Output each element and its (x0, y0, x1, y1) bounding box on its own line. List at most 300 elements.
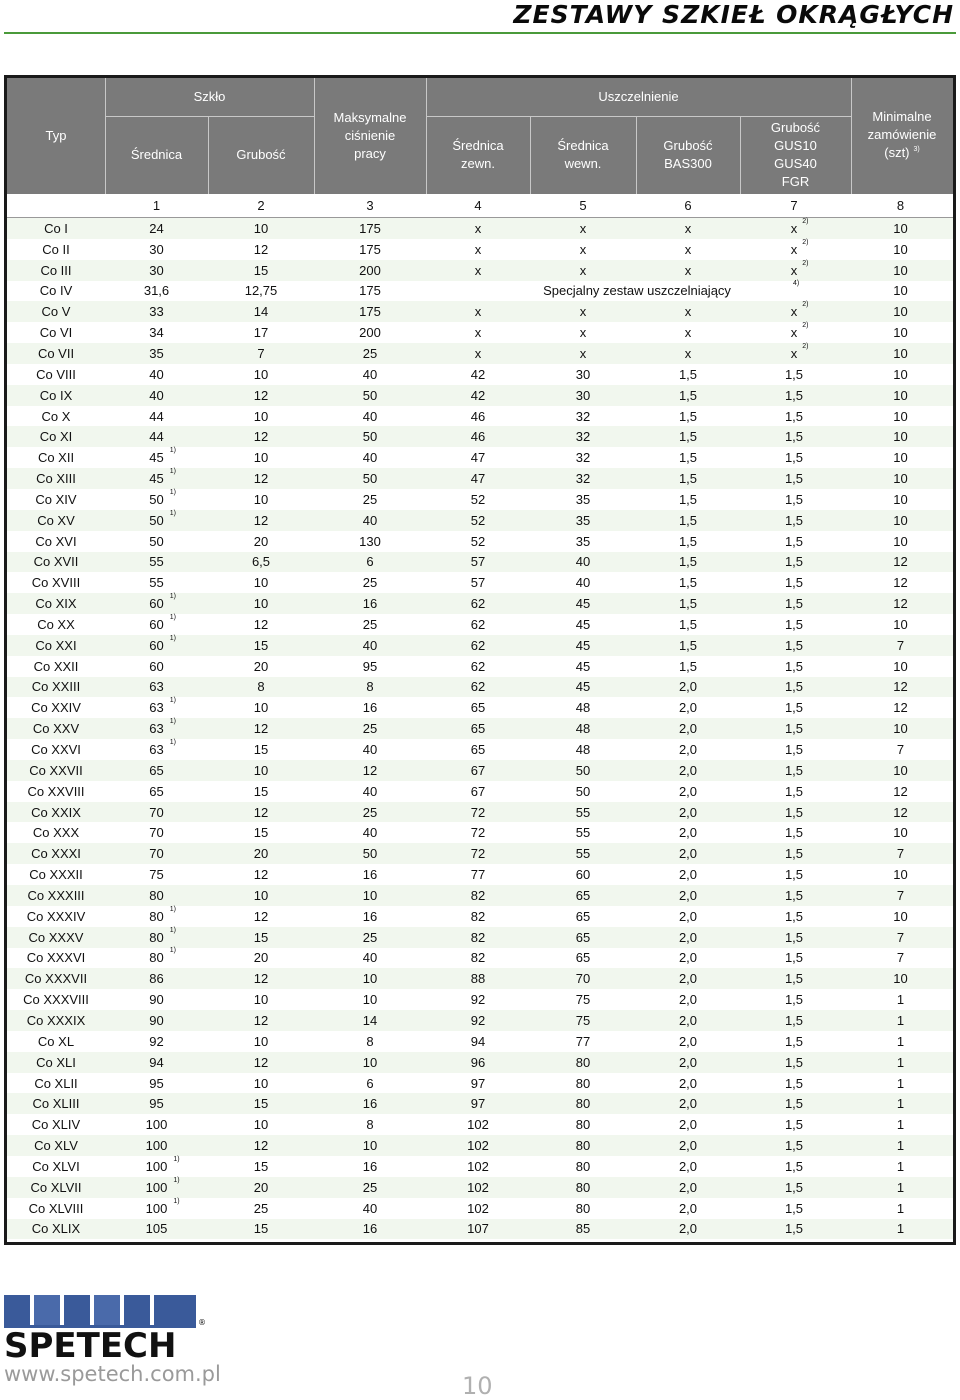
cell-srednica-wewn: 48 (575, 700, 591, 716)
cell-typ: Co XI (39, 429, 73, 445)
cell-srednica-zewn: 77 (470, 867, 486, 883)
cell-grubosc-bas: 1,5 (678, 658, 698, 674)
cell-srednica: 55 (149, 575, 164, 591)
column-number-row: 1 2 3 4 5 6 7 8 (7, 194, 953, 218)
table-row (7, 697, 953, 718)
cell-srednica: 50 (149, 533, 164, 549)
cell-min-zamowienie: 12 (893, 804, 908, 820)
cell-srednica: 30 (149, 262, 164, 278)
cell-min-zamowienie: 1 (896, 1179, 905, 1195)
footnote-marker: 1) (169, 739, 176, 747)
cell-grubosc-gus: 1,5 (784, 1221, 804, 1237)
cell-grubosc-bas: 1,5 (678, 366, 698, 382)
logo-graphic (4, 1295, 206, 1366)
cell-srednica: 44 (149, 429, 164, 445)
cell-srednica-wewn: 65 (575, 929, 591, 945)
cell-grubosc-bas: 2,0 (678, 971, 698, 987)
table-row (7, 968, 953, 989)
cell-min-zamowienie: 10 (893, 762, 908, 778)
cell-min-zamowienie: 10 (893, 658, 908, 674)
cell-grubosc-bas: 1,5 (678, 387, 698, 403)
cell-srednica-wewn: 80 (575, 1158, 591, 1174)
cell-srednica: 33 (149, 304, 164, 320)
cell-grubosc: 10 (253, 992, 269, 1008)
cell-grubosc-bas: 1,5 (678, 533, 698, 549)
table-row (7, 489, 953, 510)
cell-grubosc-gus: 1,5 (784, 658, 804, 674)
cell-typ: Co I (44, 220, 68, 236)
cell-grubosc-bas: 2,0 (678, 679, 698, 695)
footnote-marker: 1) (169, 613, 176, 621)
header-srednica: Średnica (130, 147, 183, 162)
table-row (7, 1135, 953, 1156)
header-max-pressure: Maksymalne ciśnienie pracy (333, 110, 407, 161)
cell-min-zamowienie: 10 (893, 450, 908, 466)
cell-srednica-zewn: 88 (470, 971, 486, 987)
cell-srednica: 35 (149, 345, 164, 361)
cell-grubosc-bas: 2,0 (678, 887, 698, 903)
cell-grubosc-gus: 1,5 (784, 804, 804, 820)
cell-srednica: 94 (149, 1054, 164, 1070)
cell-srednica-wewn: 80 (575, 1138, 591, 1154)
cell-srednica-wewn: 85 (575, 1221, 591, 1237)
cell-srednica-zewn: 47 (470, 471, 486, 487)
cell-srednica-zewn: 82 (470, 950, 486, 966)
cell-min-zamowienie: 10 (893, 471, 908, 487)
table-row (7, 239, 953, 260)
cell-srednica-zewn: 102 (467, 1138, 489, 1154)
cell-srednica-wewn: 32 (575, 408, 591, 424)
cell-grubosc-gus: 1,5 (784, 366, 804, 382)
cell-min-zamowienie: 10 (893, 533, 908, 549)
cell-grubosc: 12 (253, 512, 269, 528)
cell-grubosc-gus: 1,5 (784, 471, 804, 487)
table-row (7, 781, 953, 802)
cell-typ: Co XXXIX (26, 1012, 86, 1028)
cell-srednica: 95 (149, 1096, 164, 1112)
table-row (7, 989, 953, 1010)
cell-typ: Co XII (37, 450, 75, 466)
table-row (7, 572, 953, 593)
cell-srednica: 75 (149, 867, 164, 883)
footnote-marker: 2) (802, 322, 809, 330)
cell-grubosc: 20 (253, 533, 269, 549)
cell-srednica-zewn: 97 (470, 1096, 486, 1112)
cell-srednica-zewn: 72 (470, 846, 486, 862)
cell-cisnienie: 50 (362, 471, 378, 487)
cell-cisnienie: 40 (362, 1200, 378, 1216)
cell-srednica-wewn: 80 (575, 1096, 591, 1112)
cell-grubosc-bas: x (684, 304, 692, 320)
cell-typ: Co VIII (36, 366, 76, 382)
cell-grubosc: 15 (253, 637, 269, 653)
cell-cisnienie: 8 (366, 1117, 374, 1133)
footnote-marker: 4) (792, 280, 800, 288)
cell-srednica-zewn: 107 (467, 1221, 489, 1237)
cell-srednica: 44 (149, 408, 164, 424)
cell-typ: Co XVIII (31, 575, 81, 591)
cell-srednica-zewn: 62 (470, 616, 486, 632)
cell-typ: Co XLII (34, 1075, 78, 1091)
cell-srednica: 90 (149, 1012, 164, 1028)
cell-typ: Co XV (37, 512, 75, 528)
cell-min-zamowienie: 12 (893, 783, 908, 799)
cell-grubosc: 12,75 (244, 283, 278, 299)
cell-srednica: 65 (149, 783, 164, 799)
cell-typ: Co VI (39, 325, 73, 341)
cell-typ: Co XVI (35, 533, 77, 549)
cell-grubosc-bas: 2,0 (678, 1221, 698, 1237)
cell-min-zamowienie: 7 (896, 950, 905, 966)
cell-srednica-zewn: 82 (470, 887, 486, 903)
cell-grubosc-bas: 2,0 (678, 804, 698, 820)
cell-cisnienie: 16 (362, 596, 378, 612)
cell-srednica-wewn: 75 (575, 1012, 591, 1028)
cell-cisnienie: 25 (362, 721, 378, 737)
cell-cisnienie: 25 (362, 345, 378, 361)
table-row (7, 656, 953, 677)
header-srednica-wewn: Średnica wewn. (557, 138, 609, 171)
table-row (7, 322, 953, 343)
cell-grubosc-gus: 1,5 (784, 1075, 804, 1091)
cell-cisnienie: 16 (362, 908, 378, 924)
header-min-order: Minimalne zamówienie (szt) $^{3)}$ (867, 108, 937, 160)
cell-grubosc-gus: 1,5 (784, 512, 804, 528)
cell-srednica-wewn: 55 (575, 825, 591, 841)
cell-typ: Co XXXIII (27, 887, 85, 903)
cell-srednica-wewn: 45 (575, 596, 591, 612)
cell-grubosc: 12 (253, 721, 269, 737)
table-row (7, 281, 953, 302)
cell-srednica: 70 (149, 825, 164, 841)
cell-srednica-wewn: 45 (575, 679, 591, 695)
cell-grubosc: 10 (253, 1075, 269, 1091)
cell-grubosc-bas: 2,0 (678, 1075, 698, 1091)
cell-srednica: 50 1) (149, 488, 176, 507)
cell-grubosc: 12 (253, 241, 269, 257)
cell-min-zamowienie: 10 (893, 867, 908, 883)
footnote-marker: 1) (169, 697, 176, 705)
header-grubosc-gus: Grubość GUS10 GUS40 FGR (770, 120, 821, 189)
cell-cisnienie: 40 (362, 408, 378, 424)
cell-min-zamowienie: 7 (896, 929, 905, 945)
cell-grubosc: 15 (253, 825, 269, 841)
cell-grubosc: 10 (253, 450, 269, 466)
cell-grubosc: 10 (253, 408, 269, 424)
cell-typ: Co XXIII (31, 679, 81, 695)
cell-grubosc: 12 (253, 1012, 269, 1028)
cell-grubosc-gus: 1,5 (784, 596, 804, 612)
cell-grubosc: 14 (253, 304, 269, 320)
cell-grubosc: 12 (253, 971, 269, 987)
cell-min-zamowienie: 12 (893, 575, 908, 591)
cell-cisnienie: 25 (362, 491, 378, 507)
cell-cisnienie: 25 (362, 1179, 378, 1195)
cell-grubosc-gus: 1,5 (784, 679, 804, 695)
svg-text:®: ® (198, 1318, 206, 1327)
cell-cisnienie: 8 (366, 1033, 374, 1049)
cell-srednica-zewn: 65 (470, 721, 486, 737)
table-row (7, 426, 953, 447)
cell-grubosc-gus: 1,5 (784, 637, 804, 653)
footnote-marker: 1) (169, 488, 176, 496)
cell-srednica-zewn: x (474, 325, 482, 341)
cell-min-zamowienie: 1 (896, 1138, 905, 1154)
cell-cisnienie: 200 (359, 262, 381, 278)
cell-grubosc: 12 (253, 867, 269, 883)
table-row (7, 1031, 953, 1052)
cell-grubosc-gus: 1,5 (784, 742, 804, 758)
cell-grubosc-gus: 1,5 (784, 887, 804, 903)
cell-grubosc-bas: 2,0 (678, 1054, 698, 1070)
website-url: www.spetech.com.pl (4, 1362, 221, 1386)
cell-grubosc-bas: 1,5 (678, 554, 698, 570)
cell-srednica: 100 1) (145, 1197, 180, 1216)
cell-cisnienie: 16 (362, 1221, 378, 1237)
glass-sets-table (4, 75, 956, 1245)
footnote-marker: 1) (173, 1155, 180, 1163)
cell-grubosc-gus: 1,5 (784, 867, 804, 883)
cell-grubosc-bas: 1,5 (678, 429, 698, 445)
cell-srednica: 60 1) (149, 634, 176, 653)
cell-grubosc-gus: 1,5 (784, 1200, 804, 1216)
cell-grubosc: 10 (253, 1033, 269, 1049)
cell-grubosc-bas: 2,0 (678, 721, 698, 737)
cell-srednica-zewn: 102 (467, 1179, 489, 1195)
table-row (7, 301, 953, 322)
cell-typ: Co XXVI (31, 742, 81, 758)
cell-grubosc-bas: 2,0 (678, 762, 698, 778)
cell-grubosc: 12 (253, 1054, 269, 1070)
cell-cisnienie: 25 (362, 929, 378, 945)
cell-cisnienie: 95 (362, 658, 378, 674)
table-row (7, 948, 953, 969)
cell-grubosc-bas: 1,5 (678, 491, 698, 507)
footnote-marker: 1) (169, 509, 176, 517)
cell-typ: Co XLIX (31, 1221, 81, 1237)
cell-srednica-zewn: 62 (470, 658, 486, 674)
cell-srednica-zewn: x (474, 262, 482, 278)
cell-grubosc-gus: 1,5 (784, 846, 804, 862)
cell-srednica: 70 (149, 804, 164, 820)
header-szklo: Szkło (193, 89, 226, 104)
cell-typ: Co X (41, 408, 71, 424)
cell-srednica-zewn: 92 (470, 992, 486, 1008)
footnote-marker: 1) (173, 1176, 180, 1184)
cell-cisnienie: 25 (362, 616, 378, 632)
cell-srednica-zewn: 42 (470, 387, 486, 403)
cell-grubosc-gus: x 2) (790, 259, 809, 278)
cell-srednica: 80 (149, 887, 164, 903)
cell-grubosc-bas: 2,0 (678, 950, 698, 966)
cell-min-zamowienie: 10 (893, 825, 908, 841)
cell-srednica: 24 (149, 220, 164, 236)
cell-grubosc-gus: 1,5 (784, 1138, 804, 1154)
table-row (7, 343, 953, 364)
cell-cisnienie: 25 (362, 575, 378, 591)
footnote-marker: 1) (169, 718, 176, 726)
cell-srednica: 63 1) (149, 739, 176, 758)
cell-srednica-wewn: x (579, 345, 587, 361)
cell-cisnienie: 8 (366, 679, 374, 695)
cell-grubosc: 10 (253, 366, 269, 382)
cell-srednica-wewn: 80 (575, 1117, 591, 1133)
cell-grubosc-gus: 1,5 (784, 429, 804, 445)
cell-grubosc-bas: 1,5 (678, 616, 698, 632)
cell-typ: Co XXVIII (27, 783, 85, 799)
cell-grubosc-bas: x (684, 345, 692, 361)
cell-grubosc-gus: 1,5 (784, 554, 804, 570)
cell-cisnienie: 175 (359, 241, 381, 257)
cell-grubosc-bas: x (684, 325, 692, 341)
cell-grubosc-gus: 1,5 (784, 1033, 804, 1049)
cell-grubosc-gus: 1,5 (784, 721, 804, 737)
cell-min-zamowienie: 1 (896, 1221, 905, 1237)
cell-grubosc: 20 (253, 1179, 269, 1195)
cell-grubosc-bas: 1,5 (678, 471, 698, 487)
cell-grubosc-gus: 1,5 (784, 616, 804, 632)
cell-min-zamowienie: 7 (896, 846, 905, 862)
cell-srednica-wewn: 50 (575, 783, 591, 799)
cell-grubosc-gus: x 2) (790, 301, 809, 320)
table-body (7, 218, 953, 1239)
cell-grubosc: 6,5 (251, 554, 271, 570)
cell-typ: Co V (41, 304, 71, 320)
cell-grubosc: 25 (253, 1200, 269, 1216)
cell-srednica-wewn: 55 (575, 804, 591, 820)
cell-srednica: 40 (149, 387, 164, 403)
table-row (7, 1219, 953, 1240)
cell-grubosc-bas: 2,0 (678, 742, 698, 758)
title-divider (4, 32, 956, 34)
cell-cisnienie: 6 (366, 1075, 374, 1091)
table-row (7, 468, 953, 489)
table-row (7, 260, 953, 281)
cell-grubosc-gus: 1,5 (784, 1117, 804, 1133)
cell-grubosc-bas: x (684, 241, 692, 257)
cell-typ: Co XIV (35, 491, 77, 507)
cell-srednica-wewn: 32 (575, 471, 591, 487)
cell-grubosc-gus: 1,5 (784, 992, 804, 1008)
cell-cisnienie: 40 (362, 783, 378, 799)
table-row (7, 1156, 953, 1177)
cell-grubosc-gus: x 2) (790, 238, 809, 257)
cell-grubosc-bas: 2,0 (678, 908, 698, 924)
cell-grubosc-bas: 2,0 (678, 1012, 698, 1028)
cell-grubosc-gus: x 2) (790, 322, 809, 341)
footnote-marker: 1) (169, 468, 176, 476)
cell-typ: Co IV (39, 283, 73, 299)
cell-typ: Co XXXIV (26, 908, 86, 924)
table-header (7, 78, 953, 194)
cell-srednica-wewn: 48 (575, 721, 591, 737)
cell-srednica-zewn: 82 (470, 929, 486, 945)
cell-srednica-wewn: 65 (575, 950, 591, 966)
cell-srednica-wewn: 80 (575, 1075, 591, 1091)
cell-srednica-zewn: 102 (467, 1158, 489, 1174)
cell-typ: Co XXX (32, 825, 80, 841)
cell-grubosc-bas: 1,5 (678, 512, 698, 528)
cell-cisnienie: 12 (362, 762, 378, 778)
table-row (7, 1052, 953, 1073)
cell-grubosc-bas: 2,0 (678, 1117, 698, 1133)
cell-typ: Co XXXVI (26, 950, 86, 966)
cell-min-zamowienie: 12 (893, 554, 908, 570)
footnote-marker: 2) (802, 217, 809, 225)
cell-min-zamowienie: 7 (896, 742, 905, 758)
table-row (7, 364, 953, 385)
cell-grubosc-gus: 1,5 (784, 1179, 804, 1195)
cell-srednica-zewn: 62 (470, 679, 486, 695)
cell-srednica-wewn: 80 (575, 1054, 591, 1070)
cell-srednica-wewn: 75 (575, 992, 591, 1008)
header-grubosc: Grubość (236, 147, 286, 162)
cell-cisnienie: 16 (362, 867, 378, 883)
cell-typ: Co III (40, 262, 72, 278)
cell-srednica: 63 1) (149, 697, 176, 716)
cell-srednica-zewn: 62 (470, 637, 486, 653)
footnote-marker: 2) (802, 301, 809, 309)
cell-cisnienie: 40 (362, 825, 378, 841)
cell-typ: Co XLV (34, 1138, 78, 1154)
cell-min-zamowienie: 10 (893, 220, 908, 236)
cell-srednica-wewn: 40 (575, 554, 591, 570)
cell-cisnienie: 40 (362, 512, 378, 528)
cell-grubosc: 20 (253, 950, 269, 966)
cell-grubosc-bas: 2,0 (678, 1200, 698, 1216)
cell-grubosc: 15 (253, 262, 269, 278)
cell-srednica-wewn: 40 (575, 575, 591, 591)
table-row (7, 864, 953, 885)
cell-typ: Co XXXII (29, 867, 83, 883)
cell-srednica: 63 1) (149, 718, 176, 737)
cell-typ: Co XXI (35, 637, 77, 653)
cell-cisnienie: 175 (359, 283, 381, 299)
cell-srednica: 60 (149, 658, 164, 674)
cell-cisnienie: 130 (359, 533, 381, 549)
cell-grubosc: 10 (253, 887, 269, 903)
cell-min-zamowienie: 10 (893, 304, 908, 320)
cell-cisnienie: 10 (362, 971, 378, 987)
cell-typ: Co XLIV (31, 1117, 81, 1133)
footnote-marker: 1) (169, 634, 176, 642)
table-row (7, 885, 953, 906)
table-row (7, 447, 953, 468)
table-row (7, 1010, 953, 1031)
cell-grubosc: 15 (253, 1221, 269, 1237)
cell-grubosc: 10 (253, 700, 269, 716)
table-row (7, 739, 953, 760)
table-row (7, 614, 953, 635)
cell-typ: Co XXVII (29, 762, 83, 778)
cell-cisnienie: 40 (362, 366, 378, 382)
cell-srednica: 45 1) (149, 447, 176, 466)
table-row (7, 802, 953, 823)
cell-grubosc: 15 (253, 1158, 269, 1174)
cell-grubosc-gus: 1,5 (784, 762, 804, 778)
cell-grubosc-gus: 1,5 (784, 533, 804, 549)
cell-typ: Co XLIII (32, 1096, 80, 1112)
cell-cisnienie: 10 (362, 1138, 378, 1154)
cell-grubosc: 15 (253, 783, 269, 799)
cell-srednica-wewn: 80 (575, 1200, 591, 1216)
cell-srednica-wewn: 32 (575, 429, 591, 445)
cell-typ: Co XIX (35, 596, 77, 612)
cell-srednica-zewn: 46 (470, 408, 486, 424)
cell-cisnienie: 50 (362, 846, 378, 862)
cell-grubosc: 12 (253, 429, 269, 445)
cell-grubosc-bas: x (684, 220, 692, 236)
